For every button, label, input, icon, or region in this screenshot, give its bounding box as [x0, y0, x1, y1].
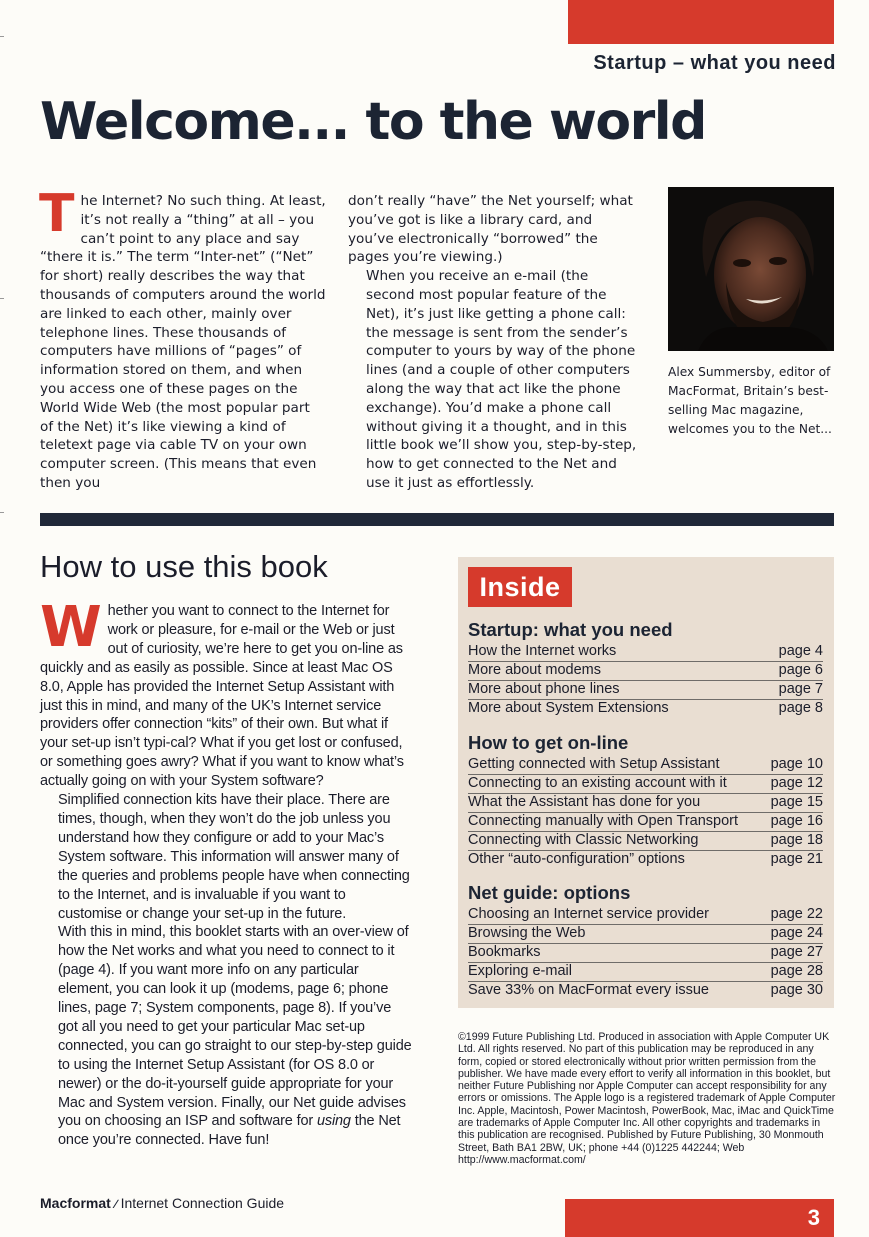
- footer-color-block: [565, 1199, 834, 1237]
- footer-brand: [40, 1195, 284, 1211]
- toc-item-label: Save 33% on MacFormat every issue: [468, 981, 709, 998]
- editor-portrait-photo: [668, 187, 834, 351]
- inside-contents-panel: [458, 557, 834, 1008]
- toc-item-page: page 18: [770, 831, 823, 848]
- how-to-use-heading: How to use this book: [40, 549, 328, 584]
- how-paragraph-3-emphasis: using: [316, 1113, 351, 1130]
- toc-item-label: Bookmarks: [468, 943, 541, 960]
- toc-item[interactable]: [468, 794, 823, 813]
- toc-item[interactable]: [468, 944, 823, 963]
- binding-mark: [0, 298, 4, 299]
- toc-item-label: Connecting manually with Open Transport: [468, 812, 739, 829]
- page-headline: Welcome... to the world: [40, 92, 706, 152]
- toc-group-startup: [468, 619, 823, 718]
- brand-slash-icon: ∕: [114, 1197, 117, 1211]
- toc-item-page: page 12: [770, 774, 823, 791]
- toc-group-title: How to get on-line: [468, 732, 629, 753]
- how-paragraph-2: Simplified connection kits have their place. There are times, though, when they won’t do the job unless you understand how they configure or add to your Mac’s System software. This information will answer many of the queries and problems people have when connecting to the Internet, and is invaluable if you want to customise or change your set-up in the future.: [58, 792, 410, 922]
- toc-item[interactable]: [468, 662, 823, 681]
- toc-item[interactable]: [468, 700, 823, 718]
- toc-item-label: How the Internet works: [468, 643, 617, 659]
- section-divider-bar: [40, 513, 834, 526]
- toc-item[interactable]: [468, 813, 823, 832]
- page-number: 3: [807, 1205, 820, 1230]
- intro-paragraph-2: don’t really “have” the Net yourself; what you’ve got is like a library card, and you’ve electronically “borrowed” the pages you’re viewing.): [348, 193, 633, 266]
- toc-item-page: page 15: [770, 793, 823, 810]
- toc-item-label: More about phone lines: [468, 680, 620, 697]
- how-paragraph-3: [40, 923, 412, 1150]
- toc-item-label: More about modems: [468, 661, 601, 678]
- toc-item[interactable]: [468, 832, 823, 851]
- toc-item-label: Connecting with Classic Networking: [468, 831, 699, 848]
- toc-item-label: Exploring e-mail: [468, 962, 572, 979]
- binding-mark: [0, 36, 4, 37]
- guide-title: Internet Connection Guide: [120, 1195, 285, 1211]
- toc-item-page: page 6: [778, 661, 823, 678]
- toc-item[interactable]: [468, 925, 823, 944]
- toc-item-label: More about System Extensions: [468, 699, 669, 716]
- toc-group-title: Net guide: options: [468, 882, 631, 903]
- dropcap-t: T: [39, 184, 75, 244]
- copyright-notice: ©1999 Future Publishing Ltd. Produced in association with Apple Computer UK Ltd. All rights reserved. No part of this publication may be reproduced in any form, copied or stored electronically without prior written permission from the publisher. We have made every effort to verify all information in this booklet, but neither Future Publishing nor Apple Computer can accept responsibility for any errors or omissions. The Apple logo is a registered trademark of Apple Computer Inc. Apple, Macintosh, Power Macintosh, PowerBook, Mac, iMac and QuickTime are trademarks of Apple Computer Inc. All other copyrights and trademarks in this publication are recognised. Published by Future Publishing, 30 Monmouth Street, Bath BA1 2BW, UK; phone +44 (0)1225 442244; Web http://www.macformat.com/: [458, 1031, 836, 1166]
- toc-item-label: Connecting to an existing account with it: [468, 774, 727, 791]
- toc-item[interactable]: [468, 906, 823, 925]
- inside-label-badge: Inside: [468, 567, 572, 607]
- toc-item-page: page 24: [770, 924, 823, 941]
- toc-group-get-online: [468, 732, 823, 868]
- toc-item[interactable]: [468, 963, 823, 982]
- intro-column-2: [348, 192, 640, 493]
- how-paragraph-1: hether you want to connect to the Internet for work or pleasure, for e-mail or the Web or just out of curiosity, we’re here to get you on-line as quickly and as easily as possible. Since at least Mac OS 8.0, Apple has provided the Internet Setup Assistant with just this in mind, and many of the UK’s Internet service providers offer connection “kits” of their own. But what if your set-up isn’t typi-cal? What if you get lost or confused, or something goes awry? What if you want to know what’s actually going on with your System software?: [40, 603, 404, 790]
- intro-paragraph-3: When you receive an e-mail (the second most popular feature of the Net), it’s just like getting a phone call: the message is sent from the sender’s computer to yours by way of the phone lines (and a couple of other computers along the way that act like the phone exchange). You’d make a phone call without giving it a thought, and in this little book we’ll show you, step-by-step, how to get connected to the Net and use it just as effortlessly.: [366, 268, 637, 491]
- brand-logo-text: Macformat: [40, 1195, 111, 1211]
- section-label: Startup – what you need: [593, 52, 836, 74]
- toc-item-page: page 10: [770, 756, 823, 772]
- toc-item-page: page 30: [770, 981, 823, 998]
- toc-group-net-guide: [468, 882, 823, 1000]
- toc-item-label: Browsing the Web: [468, 924, 586, 941]
- toc-item[interactable]: [468, 756, 823, 775]
- toc-item[interactable]: [468, 982, 823, 1000]
- binding-mark: [0, 512, 4, 513]
- toc-item-label: Getting connected with Setup Assistant: [468, 756, 720, 772]
- toc-item-page: page 16: [770, 812, 823, 829]
- toc-item-page: page 8: [778, 699, 823, 716]
- toc-item-page: page 21: [770, 850, 823, 867]
- how-to-use-body: [40, 595, 412, 1150]
- toc-item-label: What the Assistant has done for you: [468, 793, 701, 810]
- toc-item[interactable]: [468, 643, 823, 662]
- toc-item-page: page 22: [770, 906, 823, 922]
- toc-item-page: page 4: [778, 643, 823, 659]
- toc-item[interactable]: [468, 851, 823, 869]
- toc-item-label: Choosing an Internet service provider: [468, 906, 709, 922]
- toc-group-title: Startup: what you need: [468, 619, 673, 640]
- toc-item-label: Other “auto-configuration” options: [468, 850, 685, 867]
- dropcap-w: W: [40, 595, 102, 660]
- toc-item-page: page 27: [770, 943, 823, 960]
- toc-item[interactable]: [468, 681, 823, 700]
- toc-item-page: page 7: [778, 680, 823, 697]
- portrait-caption: Alex Summersby, editor of MacFormat, Britain’s best-selling Mac magazine, welcomes you to the Net...: [668, 365, 832, 436]
- intro-column-1: [39, 184, 326, 493]
- how-paragraph-3-text-b: the Net once you’re connected. Have fun!: [58, 1113, 401, 1149]
- header-color-block: [568, 0, 834, 44]
- how-paragraph-3-text-a: With this in mind, this booklet starts with an over-view of how the Net works and what you need to connect to it (page 4). If you want more info on any particular element, you can look it up (modems, page 6; phone lines, page 7; System components, page 8). If you’ve got all you need to get your particular Mac set-up connected, you can go straight to our step-by-step guide to using the Internet Setup Assistant (for OS 8.0 or newer) or the do-it-yourself guide appropriate for your Mac and System version. Finally, our Net guide advises you on choosing an ISP and software for: [58, 924, 412, 1130]
- portrait-illustration: [668, 187, 834, 351]
- toc-item[interactable]: [468, 775, 823, 794]
- intro-paragraph-1: he Internet? No such thing. At least, it’s not really a “thing” at all – you can’t point to any place and say “there it is.” The term “Inter-net” (“Net” for short) really describes the way that thousands of computers around the world are linked to each other, mainly over telephone lines. These thousands of computers have millions of “pages” of information stored on them, and when you access one of these pages on the World Wide Web (the most popular part of the Net) it’s like viewing a kind of teletext page via cable TV on your own computer screen. (This means that even then you: [40, 193, 326, 491]
- toc-item-page: page 28: [770, 962, 823, 979]
